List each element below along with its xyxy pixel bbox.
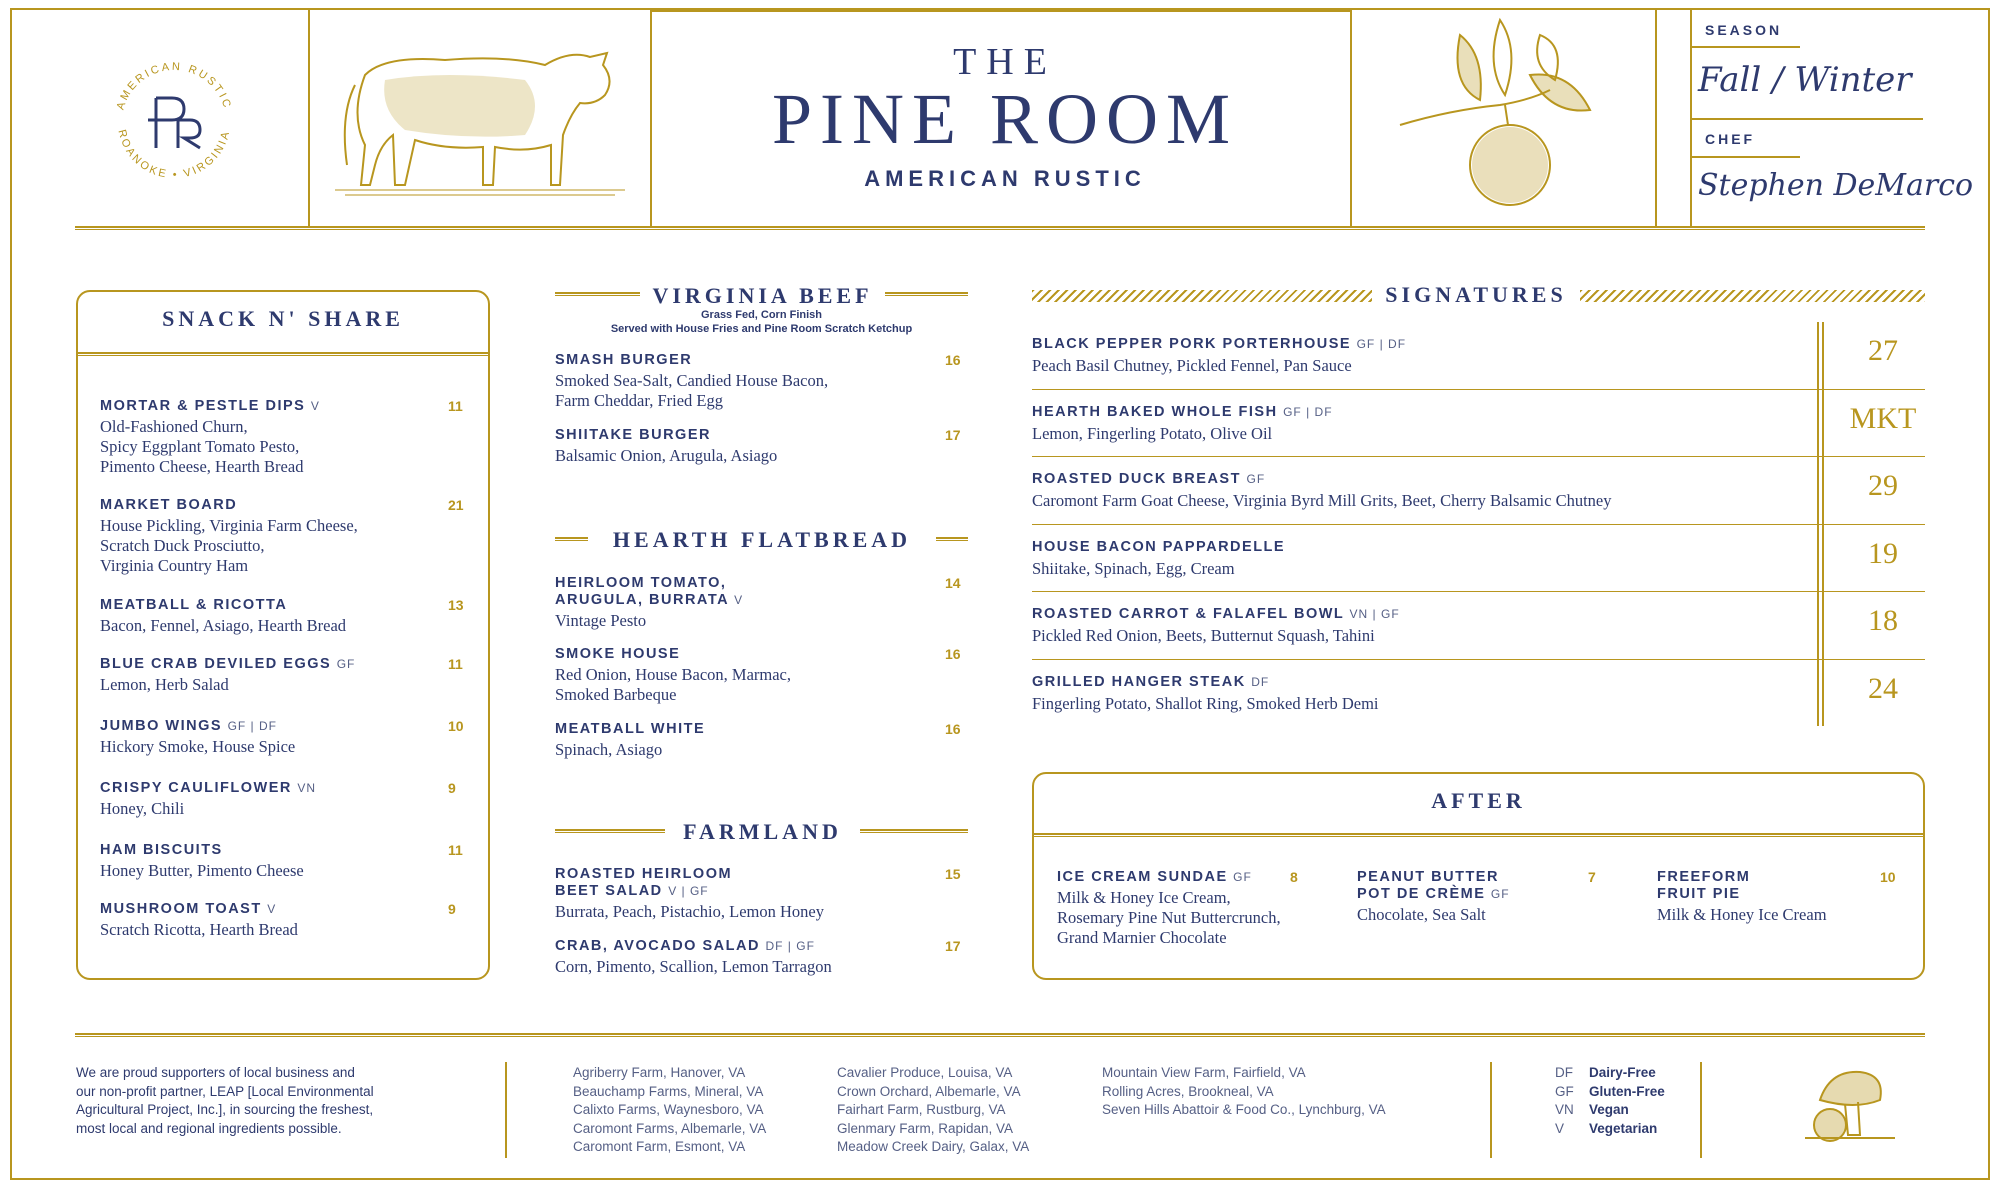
item-name <box>1032 606 1812 623</box>
item-name <box>100 597 460 614</box>
signature-row-rule <box>1032 389 1925 390</box>
menu-item <box>555 938 895 977</box>
beef-title: VIRGINIA BEEF <box>640 283 885 309</box>
legend-label: Gluten-Free <box>1589 1083 1665 1099</box>
item-description-line: Farm Cheddar, Fried Egg <box>555 391 723 410</box>
item-name-text: JUMBO WINGS <box>100 718 223 734</box>
signature-row-rule <box>1032 524 1925 525</box>
diet-tag: DF <box>1251 674 1270 689</box>
legend-row <box>1555 1101 1665 1120</box>
item-name <box>100 842 460 859</box>
item-name-text: ROASTED HEIRLOOM <box>555 866 733 882</box>
item-description-line: Smoked Barbeque <box>555 685 677 704</box>
menu-item <box>100 842 460 881</box>
diet-tag: V | GF <box>668 884 709 898</box>
item-description <box>100 799 460 819</box>
item-description-line: Red Onion, House Bacon, Marmac, <box>555 665 791 684</box>
item-description <box>100 737 460 757</box>
header-divider <box>308 10 310 228</box>
item-price: 27 <box>1868 334 1898 367</box>
item-price: 11 <box>448 842 463 858</box>
item-name <box>100 718 460 735</box>
legend-code: VN <box>1555 1102 1574 1117</box>
diet-tag: V <box>267 902 277 916</box>
item-name <box>100 780 460 797</box>
chef-value: Stephen DeMarco <box>1698 168 1974 203</box>
item-price: 16 <box>945 721 961 737</box>
item-name <box>100 398 460 415</box>
item-description-line: Old-Fashioned Churn, <box>100 417 248 436</box>
legend-row <box>1555 1120 1665 1139</box>
item-description <box>555 740 895 760</box>
item-name-text-2: FRUIT PIE <box>1657 886 1741 902</box>
item-price: 14 <box>945 575 961 591</box>
item-description <box>100 616 460 636</box>
item-name-text: CRISPY CAULIFLOWER <box>100 780 292 796</box>
item-name <box>100 901 460 918</box>
item-name-text: HEARTH BAKED WHOLE FISH <box>1032 403 1278 420</box>
item-description: Lemon, Fingerling Potato, Olive Oil <box>1032 423 1273 443</box>
item-description: Peach Basil Chutney, Pickled Fennel, Pan Sauce <box>1032 356 1352 375</box>
item-name <box>1032 404 1812 421</box>
legend-code: DF <box>1555 1065 1573 1080</box>
item-name-text-2: POT DE CRÈME <box>1357 886 1486 902</box>
item-name-text: BLUE CRAB DEVILED EGGS <box>100 656 332 672</box>
item-description <box>100 861 460 881</box>
diet-tag: V <box>734 593 744 607</box>
item-description-line: Smoked Sea-Salt, Candied House Bacon, <box>555 371 829 390</box>
footer-divider <box>505 1062 507 1158</box>
signature-item <box>1032 336 1812 376</box>
item-description <box>1357 905 1627 925</box>
item-price: 11 <box>448 656 463 672</box>
item-price: 17 <box>945 427 961 443</box>
page-title: PINE ROOM <box>771 79 1239 159</box>
farm-name: Rolling Acres, Brookneal, VA <box>1102 1083 1274 1099</box>
header-rule <box>75 226 1925 230</box>
item-name <box>555 721 895 738</box>
item-name-text: MUSHROOM TOAST <box>100 901 262 917</box>
item-description-line: Chocolate, Sea Salt <box>1357 905 1486 924</box>
farms-column-2 <box>837 1064 1029 1157</box>
menu-item <box>555 646 895 705</box>
item-description-line: Grand Marnier Chocolate <box>1057 928 1227 947</box>
footer-divider <box>1700 1062 1702 1158</box>
menu-item <box>100 780 460 819</box>
diet-tag: GF | DF <box>227 719 278 733</box>
after-title-rule <box>1034 833 1923 837</box>
diet-tag: DF | GF <box>765 939 815 953</box>
farm-name: Caromont Farms, Albemarle, VA <box>573 1120 767 1136</box>
item-description-line: Scratch Ricotta, Hearth Bread <box>100 920 298 939</box>
item-description <box>1657 905 1927 925</box>
item-description-line: Hickory Smoke, House Spice <box>100 737 296 756</box>
signature-row-rule <box>1032 591 1925 592</box>
mushroom-illustration <box>1800 1060 1900 1145</box>
cow-illustration <box>325 35 635 210</box>
item-name-text: ROASTED CARROT & FALAFEL BOWL <box>1032 606 1345 622</box>
item-name-text: GRILLED HANGER STEAK <box>1032 673 1246 690</box>
item-description <box>555 665 895 705</box>
item-name <box>1032 336 1812 353</box>
item-price: 8 <box>1290 869 1298 885</box>
item-description-line: Corn, Pimento, Scallion, Lemon Tarragon <box>555 957 832 976</box>
item-price: 24 <box>1868 671 1898 705</box>
item-description-line: Scratch Duck Prosciutto, <box>100 536 265 555</box>
item-description-line: Vintage Pesto <box>555 611 647 630</box>
header-divider <box>1655 10 1657 228</box>
item-description <box>555 371 895 411</box>
signatures-hatch-right <box>1580 290 1925 302</box>
item-name-text-2: ARUGULA, BURRATA <box>555 592 729 608</box>
footer-divider <box>1490 1062 1492 1158</box>
farm-name: Agriberry Farm, Hanover, VA <box>573 1065 746 1080</box>
snack-title: SNACK N' SHARE <box>162 306 404 331</box>
item-name <box>555 938 895 955</box>
item-description <box>100 516 460 576</box>
legend-label: Vegetarian <box>1589 1120 1658 1136</box>
item-description: Shiitake, Spinach, Egg, Cream <box>1032 558 1235 578</box>
item-name <box>1357 869 1627 903</box>
farm-name: Calixto Farms, Waynesboro, VA <box>573 1102 764 1117</box>
farm-name: Meadow Creek Dairy, Galax, VA <box>837 1139 1030 1154</box>
chef-label: CHEF <box>1705 131 1756 147</box>
cow-icon <box>325 35 635 210</box>
item-name-text: HAM BISCUITS <box>100 842 223 858</box>
item-description <box>100 675 460 695</box>
legend-code: GF <box>1555 1083 1574 1099</box>
apple-branch-illustration <box>1390 15 1620 215</box>
apple-branch-icon <box>1390 15 1620 215</box>
season-label: SEASON <box>1705 22 1783 38</box>
item-name-text: BLACK PEPPER PORK PORTERHOUSE <box>1032 336 1352 352</box>
item-description-line: Spinach, Asiago <box>555 740 663 759</box>
item-price: 9 <box>448 901 456 917</box>
season-rule <box>1690 46 1800 48</box>
farms-column-1 <box>573 1064 766 1157</box>
logo <box>100 48 248 196</box>
support-line: our non-profit partner, LEAP [Local Environmental <box>76 1083 374 1099</box>
item-price: 13 <box>448 597 464 613</box>
item-price: 10 <box>1880 869 1896 885</box>
page-subtitle: AMERICAN RUSTIC <box>864 166 1146 191</box>
item-name <box>1032 539 1812 556</box>
diet-tag: VN | GF <box>1349 607 1400 621</box>
legend-code: V <box>1555 1120 1565 1136</box>
item-price: 18 <box>1868 604 1898 637</box>
item-description-line: Virginia Country Ham <box>100 556 249 575</box>
diet-tag: GF | DF <box>1356 337 1407 351</box>
item-description-line: Balsamic Onion, Arugula, Asiago <box>555 446 778 465</box>
item-price: MKT <box>1849 401 1917 435</box>
menu-item <box>100 398 460 477</box>
item-name-text: HOUSE BACON PAPPARDELLE <box>1032 538 1286 555</box>
diet-tag: GF <box>1246 472 1266 486</box>
item-description <box>555 902 895 922</box>
footer-rule <box>75 1033 1925 1037</box>
item-name-text: ICE CREAM SUNDAE <box>1057 869 1228 885</box>
signature-item <box>1032 471 1812 511</box>
menu-item <box>100 497 460 576</box>
item-name-text: HEIRLOOM TOMATO, <box>555 575 727 591</box>
menu-item <box>555 866 895 922</box>
pr-monogram-logo-icon <box>100 48 248 196</box>
item-name <box>555 646 895 663</box>
item-description-line: Milk & Honey Ice Cream, <box>1057 888 1231 907</box>
item-name-text: ROASTED DUCK BREAST <box>1032 471 1241 487</box>
item-price: 29 <box>1868 469 1898 502</box>
item-price: 17 <box>945 938 961 954</box>
item-name <box>1032 674 1812 691</box>
menu-item <box>555 427 895 466</box>
farm-name: Glenmary Farm, Rapidan, VA <box>837 1120 1014 1136</box>
item-name-text: FREEFORM <box>1657 869 1751 885</box>
item-name <box>555 866 895 900</box>
item-description-line: Burrata, Peach, Pistachio, Lemon Honey <box>555 902 824 921</box>
item-price: 21 <box>448 497 464 513</box>
item-name-text: SMOKE HOUSE <box>555 646 681 662</box>
farmland-title: FARMLAND <box>665 819 860 845</box>
item-description <box>100 920 460 940</box>
farm-name: Seven Hills Abattoir & Food Co., Lynchburg, VA <box>1102 1102 1386 1117</box>
item-description <box>555 611 895 631</box>
farm-name: Beauchamp Farms, Mineral, VA <box>573 1083 764 1099</box>
item-price: 16 <box>945 352 961 368</box>
menu-item <box>100 901 460 940</box>
item-price: 7 <box>1588 869 1596 885</box>
menu-item <box>1057 869 1327 948</box>
item-description <box>555 957 895 977</box>
item-name-text: MEATBALL & RICOTTA <box>100 597 288 613</box>
signature-row-rule <box>1032 456 1925 457</box>
header-divider <box>650 10 652 228</box>
item-description: Caromont Farm Goat Cheese, Virginia Byrd Mill Grits, Beet, Cherry Balsamic Chutney <box>1032 491 1612 510</box>
item-price: 9 <box>448 780 456 796</box>
item-name-text-2: BEET SALAD <box>555 883 663 899</box>
beef-note-2: Served with House Fries and Pine Room Scratch Ketchup <box>610 323 913 335</box>
item-description-line: Rosemary Pine Nut Buttercrunch, <box>1057 908 1281 927</box>
item-description-line: Spicy Eggplant Tomato Pesto, <box>100 437 300 456</box>
menu-item <box>555 352 895 411</box>
menu-item <box>100 718 460 757</box>
season-value: Fall / Winter <box>1698 60 1912 100</box>
item-name <box>100 656 460 673</box>
item-name <box>555 427 895 444</box>
farm-name: Cavalier Produce, Louisa, VA <box>837 1065 1013 1080</box>
item-price: 19 <box>1868 536 1898 570</box>
support-line: We are proud supporters of local business and <box>76 1065 355 1080</box>
item-description-line: Honey, Chili <box>100 799 185 818</box>
item-description <box>555 446 895 466</box>
farm-name: Caromont Farm, Esmont, VA <box>573 1139 746 1154</box>
support-line: most local and regional ingredients possible. <box>76 1120 342 1136</box>
title-the: THE <box>953 41 1057 83</box>
item-description-line: Pimento Cheese, Hearth Bread <box>100 457 304 476</box>
signature-item <box>1032 404 1812 444</box>
diet-tag: V <box>310 399 320 413</box>
item-name <box>555 575 895 609</box>
legend-row <box>1555 1064 1665 1083</box>
item-price: 10 <box>448 718 464 734</box>
header-frame-top <box>652 10 1350 12</box>
signature-item <box>1032 539 1812 579</box>
mushroom-icon <box>1800 1060 1900 1145</box>
svg-text:AMERICAN RUSTIC: AMERICAN RUSTIC <box>114 60 234 112</box>
menu-item <box>1357 869 1627 925</box>
item-description-line: Bacon, Fennel, Asiago, Hearth Bread <box>100 616 347 635</box>
diet-tag: GF <box>1490 887 1510 901</box>
farm-name: Mountain View Farm, Fairfield, VA <box>1102 1065 1306 1080</box>
diet-legend <box>1555 1064 1665 1138</box>
menu-item <box>555 575 895 631</box>
item-price: 15 <box>945 866 961 882</box>
item-description <box>100 417 460 477</box>
diet-tag: VN <box>297 781 317 795</box>
season-underline <box>1690 118 1923 120</box>
support-statement <box>76 1064 496 1138</box>
diet-tag: GF <box>336 657 356 671</box>
signatures-title: SIGNATURES <box>1372 282 1580 308</box>
item-name <box>1032 471 1812 488</box>
item-name-text: MARKET BOARD <box>100 497 238 513</box>
farm-name: Fairhart Farm, Rustburg, VA <box>837 1102 1006 1117</box>
diet-tag: GF <box>1233 870 1252 884</box>
item-name-text: PEANUT BUTTER <box>1357 869 1499 885</box>
legend-row <box>1555 1083 1665 1102</box>
item-name-text: MORTAR & PESTLE DIPS <box>100 398 306 414</box>
signature-item <box>1032 606 1812 646</box>
item-description-line: Lemon, Herb Salad <box>100 675 229 694</box>
farm-name: Crown Orchard, Albemarle, VA <box>837 1083 1021 1099</box>
farms-column-3 <box>1102 1064 1386 1120</box>
legend-label: Vegan <box>1589 1102 1629 1117</box>
item-price: 11 <box>448 398 463 414</box>
snack-title-rule <box>78 352 488 356</box>
diet-tag: GF | DF <box>1283 404 1333 419</box>
item-description: Pickled Red Onion, Beets, Butternut Squash, Tahini <box>1032 626 1375 645</box>
item-description-line: Milk & Honey Ice Cream <box>1657 905 1827 924</box>
item-name-text: CRAB, AVOCADO SALAD <box>555 938 760 954</box>
chef-rule <box>1690 156 1800 158</box>
item-name-text: SHIITAKE BURGER <box>555 427 711 443</box>
signature-row-rule <box>1032 659 1925 660</box>
item-name <box>100 497 460 514</box>
svg-text:ROANOKE • VIRGINIA: ROANOKE • VIRGINIA <box>115 128 233 182</box>
legend-label: Dairy-Free <box>1589 1065 1656 1080</box>
after-title: AFTER <box>1431 788 1526 813</box>
item-name <box>555 352 895 369</box>
menu-item <box>555 721 895 760</box>
menu-item <box>100 597 460 636</box>
item-price: 16 <box>945 646 961 662</box>
item-description-line: Honey Butter, Pimento Cheese <box>100 861 304 880</box>
flatbread-title: HEARTH FLATBREAD <box>588 527 936 553</box>
signature-item <box>1032 674 1812 714</box>
signatures-hatch-left <box>1032 290 1372 302</box>
item-name-text: MEATBALL WHITE <box>555 721 706 737</box>
item-description: Fingerling Potato, Shallot Ring, Smoked Herb Demi <box>1032 693 1379 713</box>
item-name <box>1057 869 1327 886</box>
item-name-text: SMASH BURGER <box>555 352 693 368</box>
item-description-line: House Pickling, Virginia Farm Cheese, <box>100 516 358 535</box>
menu-item <box>100 656 460 695</box>
support-line: Agricultural Project, Inc.], in sourcing the freshest, <box>76 1102 374 1117</box>
beef-note-1: Grass Fed, Corn Finish <box>700 309 823 321</box>
item-description <box>1057 888 1327 948</box>
